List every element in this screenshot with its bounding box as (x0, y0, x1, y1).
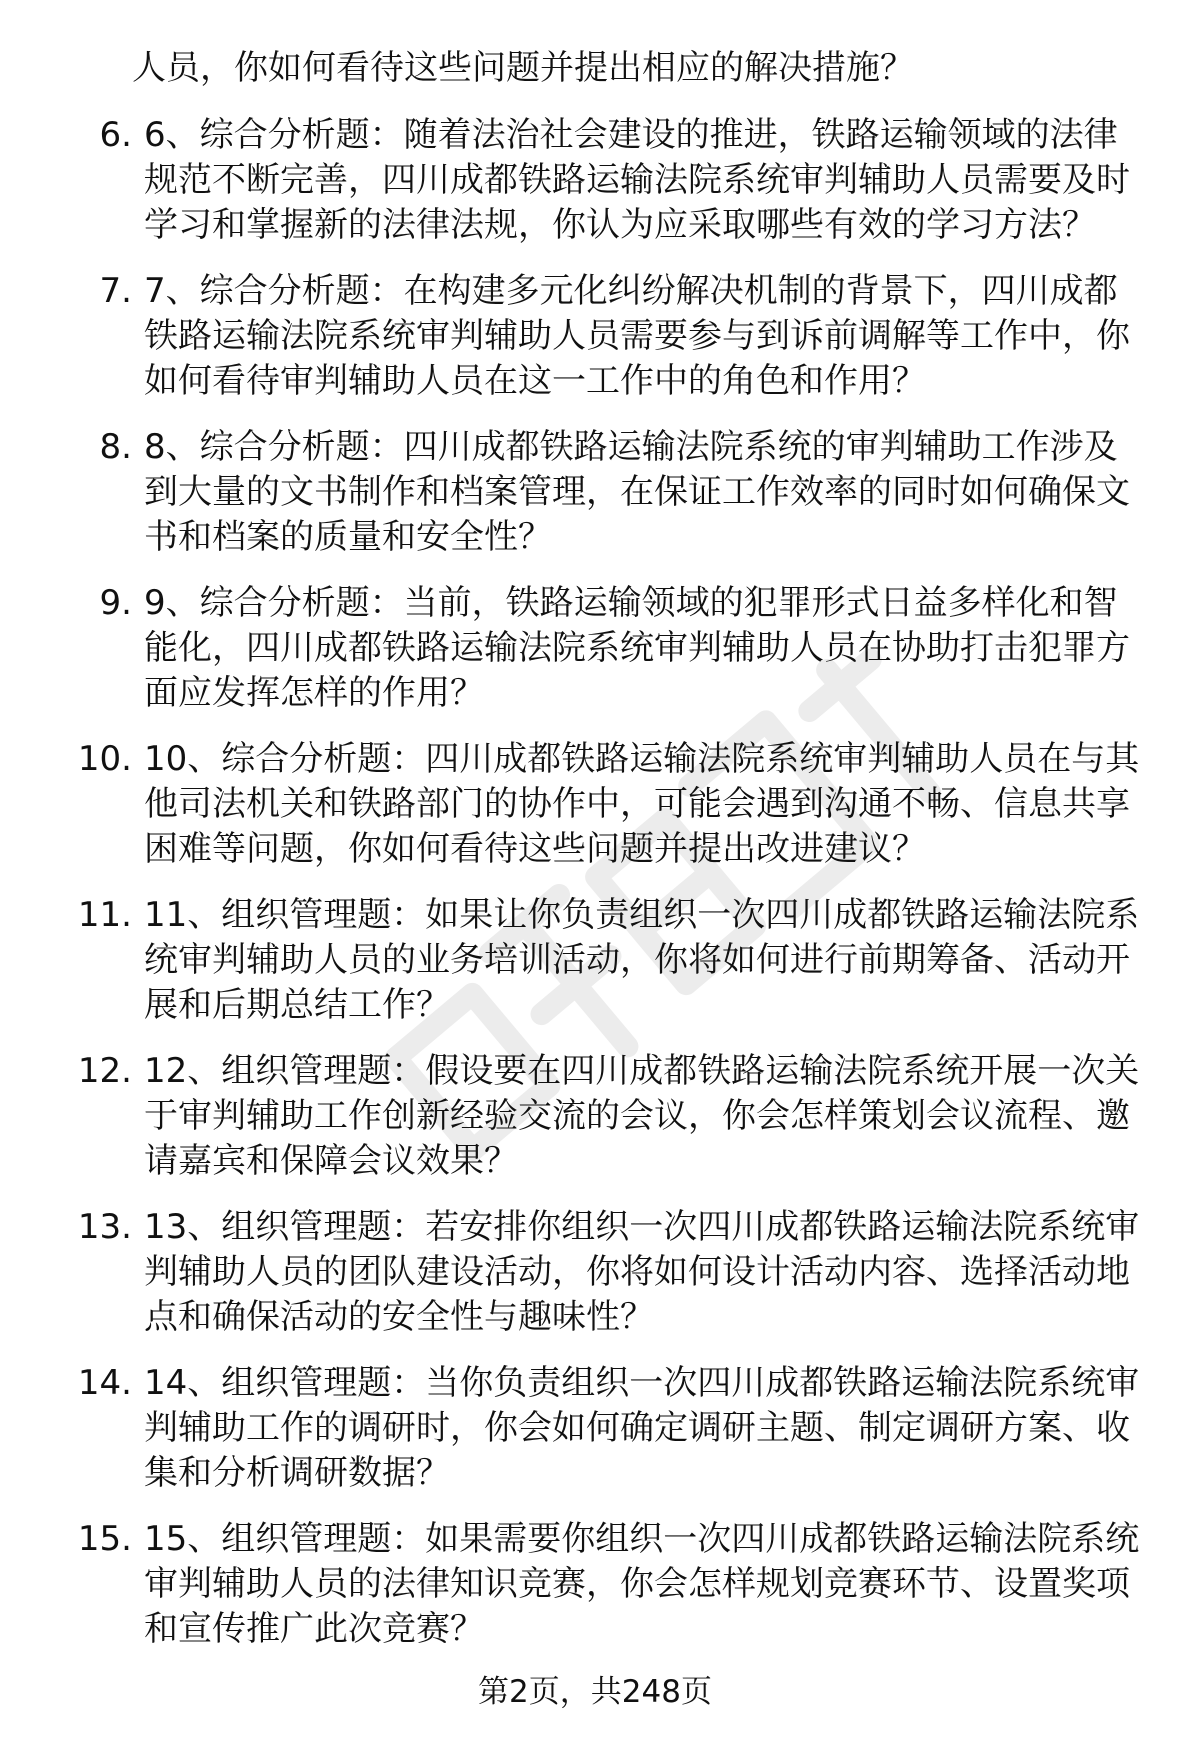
list-item-number: 8. (99, 427, 132, 467)
list-item-text: 13、组织管理题：若安排你组织一次四川成都铁路运输法院系统审判辅助人员的团队建设活动，你将如何设计活动内容、选择活动地点和确保活动的安全性与趣味性？ (144, 1207, 1140, 1337)
list-item (60, 737, 1150, 872)
list-item-number: 10. (77, 739, 132, 779)
list-item-number: 6. (99, 115, 132, 155)
list-item-text: 11、组织管理题：如果让你负责组织一次四川成都铁路运输法院系统审判辅助人员的业务培训活动，你将如何进行前期筹备、活动开展和后期总结工作？ (144, 895, 1140, 1025)
list-item-number: 11. (77, 895, 132, 935)
list-item-number: 14. (77, 1363, 132, 1403)
list-item (60, 1205, 1150, 1340)
document-body (60, 46, 1150, 1673)
page-footer: 第2页，共248页 (478, 1674, 712, 1710)
list-item (60, 1049, 1150, 1184)
list-item-number: 7. (99, 271, 132, 311)
question-list (60, 113, 1150, 1652)
list-item-number: 13. (77, 1207, 132, 1247)
list-item (60, 1517, 1150, 1652)
list-item-text: 10、综合分析题：四川成都铁路运输法院系统审判辅助人员在与其他司法机关和铁路部门的协作中，可能会遇到沟通不畅、信息共享困难等问题，你如何看待这些问题并提出改进建议？ (144, 739, 1140, 869)
list-item-number: 12. (77, 1051, 132, 1091)
list-item (60, 269, 1150, 404)
list-item-number: 9. (99, 583, 132, 623)
list-item-text: 9、综合分析题：当前，铁路运输领域的犯罪形式日益多样化和智能化，四川成都铁路运输法院系统审判辅助人员在协助打击犯罪方面应发挥怎样的作用？ (144, 583, 1130, 713)
list-item-number: 15. (77, 1519, 132, 1559)
list-item-text: 15、组织管理题：如果需要你组织一次四川成都铁路运输法院系统审判辅助人员的法律知识竞赛，你会怎样规划竞赛环节、设置奖项和宣传推广此次竞赛？ (144, 1519, 1140, 1649)
list-item-text: 7、综合分析题：在构建多元化纠纷解决机制的背景下，四川成都铁路运输法院系统审判辅助人员需要参与到诉前调解等工作中，你如何看待审判辅助人员在这一工作中的角色和作用？ (144, 271, 1130, 401)
list-item-text: 6、综合分析题：随着法治社会建设的推进，铁路运输领域的法律规范不断完善，四川成都铁路运输法院系统审判辅助人员需要及时学习和掌握新的法律法规，你认为应采取哪些有效的学习方法？ (144, 115, 1130, 245)
list-item (60, 425, 1150, 560)
continuation-paragraph: 人员，你如何看待这些问题并提出相应的解决措施？ (132, 48, 914, 88)
list-item-text: 8、综合分析题：四川成都铁路运输法院系统的审判辅助工作涉及到大量的文书制作和档案管理，在保证工作效率的同时如何确保文书和档案的质量和安全性？ (144, 427, 1130, 557)
list-item-text: 12、组织管理题：假设要在四川成都铁路运输法院系统开展一次关于审判辅助工作创新经验交流的会议，你会怎样策划会议流程、邀请嘉宾和保障会议效果？ (144, 1051, 1140, 1181)
list-item (60, 1361, 1150, 1496)
list-item-text: 14、组织管理题：当你负责组织一次四川成都铁路运输法院系统审判辅助工作的调研时，你会如何确定调研主题、制定调研方案、收集和分析调研数据？ (144, 1363, 1140, 1493)
list-item (60, 113, 1150, 248)
list-item (60, 893, 1150, 1028)
list-item (60, 581, 1150, 716)
